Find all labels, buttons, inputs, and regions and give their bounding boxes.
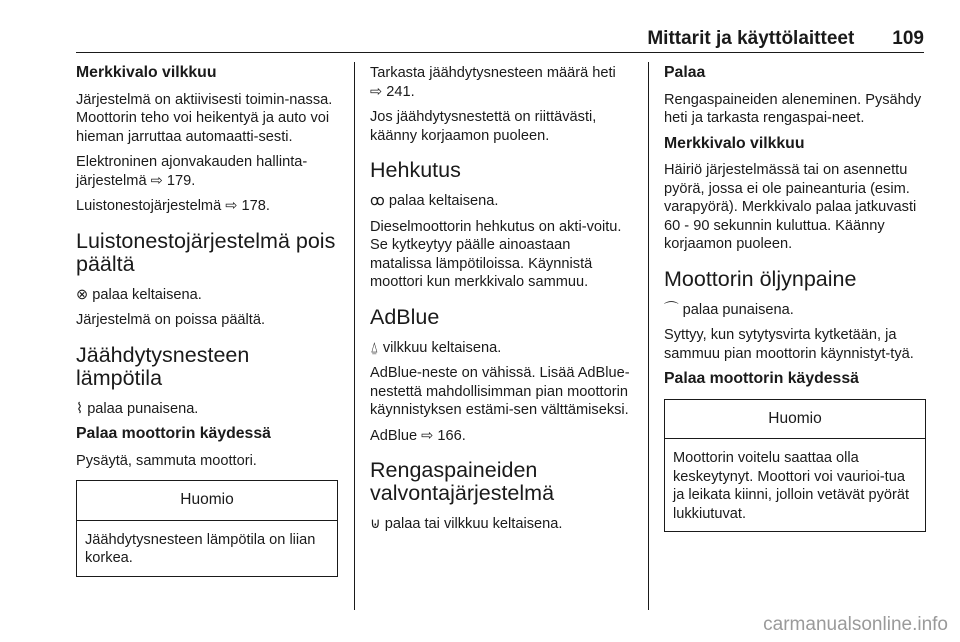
heading-tyre-pressure-monitoring: Rengaspaineiden valvontajärjestelmä [370, 458, 555, 505]
paragraph: AdBlue-neste on vähissä. Lisää AdBlue-nestettä mahdollisimman pian moottorin käynnistyksen estämi-sen välttämiseksi. [370, 365, 630, 418]
page-header [76, 28, 924, 52]
heading-warning-flashing: Merkkivalo vilkkuu [664, 134, 805, 152]
heading-on-engine-running: Palaa moottorin käydessä [664, 370, 859, 387]
oil-pressure-icon: ⌒ [664, 301, 679, 318]
heading-warning-flashing: Merkkivalo vilkkuu [76, 64, 217, 81]
coolant-temperature-icon: ⌇ [76, 400, 84, 417]
note-box [76, 480, 338, 577]
column-divider-2 [648, 62, 649, 610]
page-title: Mittarit ja käyttölaitteet [647, 28, 855, 49]
paragraph: Järjestelmä on aktiivisesti toimin-nassa. Moottorin teho voi heikentyä ja auto voi hieman jarruttaa automaatti-sesti. [76, 91, 333, 145]
tyre-pressure-icon: ⊍ [370, 516, 381, 532]
heading-on-engine-running: Palaa moottorin käydessä [76, 425, 271, 442]
note-body: Jäähdytysnesteen lämpötila on liian korkea. [85, 531, 316, 566]
traction-off-icon: ⊗ [76, 286, 89, 303]
heading-engine-oil-pressure: Moottorin öljynpaine [664, 266, 857, 291]
paragraph: Dieselmoottorin hehkutus on akti-voitu. Se kytkeytyy päälle ainoastaan matalissa lämpötiloissa. Käynnistä moottori kun merkkivalo sammuu. [370, 218, 622, 290]
paragraph: Rengaspaineiden aleneminen. Pysähdy heti ja tarkasta rengaspai-neet. [664, 91, 922, 126]
paragraph: ꝏ palaa keltaisena. [370, 193, 499, 209]
heading-glow: Hehkutus [370, 158, 461, 182]
column-divider-1 [354, 62, 355, 610]
adblue-icon: ⍙ [370, 339, 379, 356]
paragraph: Syttyy, kun sytytysvirta kytketään, ja sammuu pian moottorin käynnistyt-tyä. [664, 327, 914, 362]
paragraph: Elektroninen ajonvakauden hallinta-järjestelmä ⇨ 179. [76, 154, 308, 189]
paragraph: Jos jäähdytysnestettä on riittävästi, käänny korjaamon puoleen. [370, 109, 597, 144]
heading-traction-control-off: Luistonestojärjestelmä pois päältä [76, 228, 336, 276]
note-body: Moottorin voitelu saattaa olla keskeytynyt. Moottori voi vaurioi-tua ja leikata kiinni, jolloin vetävät pyörät lukkiutuvat. [673, 450, 910, 522]
paragraph: Pysäytä, sammuta moottori. [76, 452, 257, 469]
note-title: Huomio [665, 400, 925, 440]
paragraph: Tarkasta jäähdytysnesteen määrä heti ⇨ 241. [370, 65, 616, 100]
heading-on: Palaa [664, 64, 706, 81]
watermark: carmanualsonline.info [763, 614, 948, 635]
paragraph: Häiriö järjestelmässä tai on asennettu pyörä, jossa ei ole paineanturia (esim. varapyörä). Merkkivalo palaa jatkuvasti 60 - 90 sekunnin kuluttua. Käänny korjaamon puoleen. [664, 162, 917, 252]
glow-plug-icon: ꝏ [370, 193, 385, 209]
paragraph: Luistonestojärjestelmä ⇨ 178. [76, 198, 270, 214]
note-title: Huomio [77, 481, 337, 521]
heading-adblue: AdBlue [370, 304, 440, 329]
column-3 [664, 64, 926, 532]
paragraph: ⊍ palaa tai vilkkuu keltaisena. [370, 516, 563, 532]
paragraph: ⌇ palaa punaisena. [76, 400, 199, 417]
note-box [664, 399, 926, 533]
column-1 [76, 64, 338, 577]
paragraph: ⌒ palaa punaisena. [664, 301, 794, 318]
paragraph: ⊗ palaa keltaisena. [76, 286, 202, 303]
column-2 [370, 64, 632, 541]
page-number: 109 [892, 28, 924, 49]
header-rule [76, 52, 924, 53]
heading-coolant-temperature: Jäähdytysnesteen lämpötila [76, 342, 250, 390]
paragraph: ⍙ vilkkuu keltaisena. [370, 339, 502, 356]
paragraph: Järjestelmä on poissa päältä. [76, 312, 266, 328]
paragraph: AdBlue ⇨ 166. [370, 427, 466, 444]
